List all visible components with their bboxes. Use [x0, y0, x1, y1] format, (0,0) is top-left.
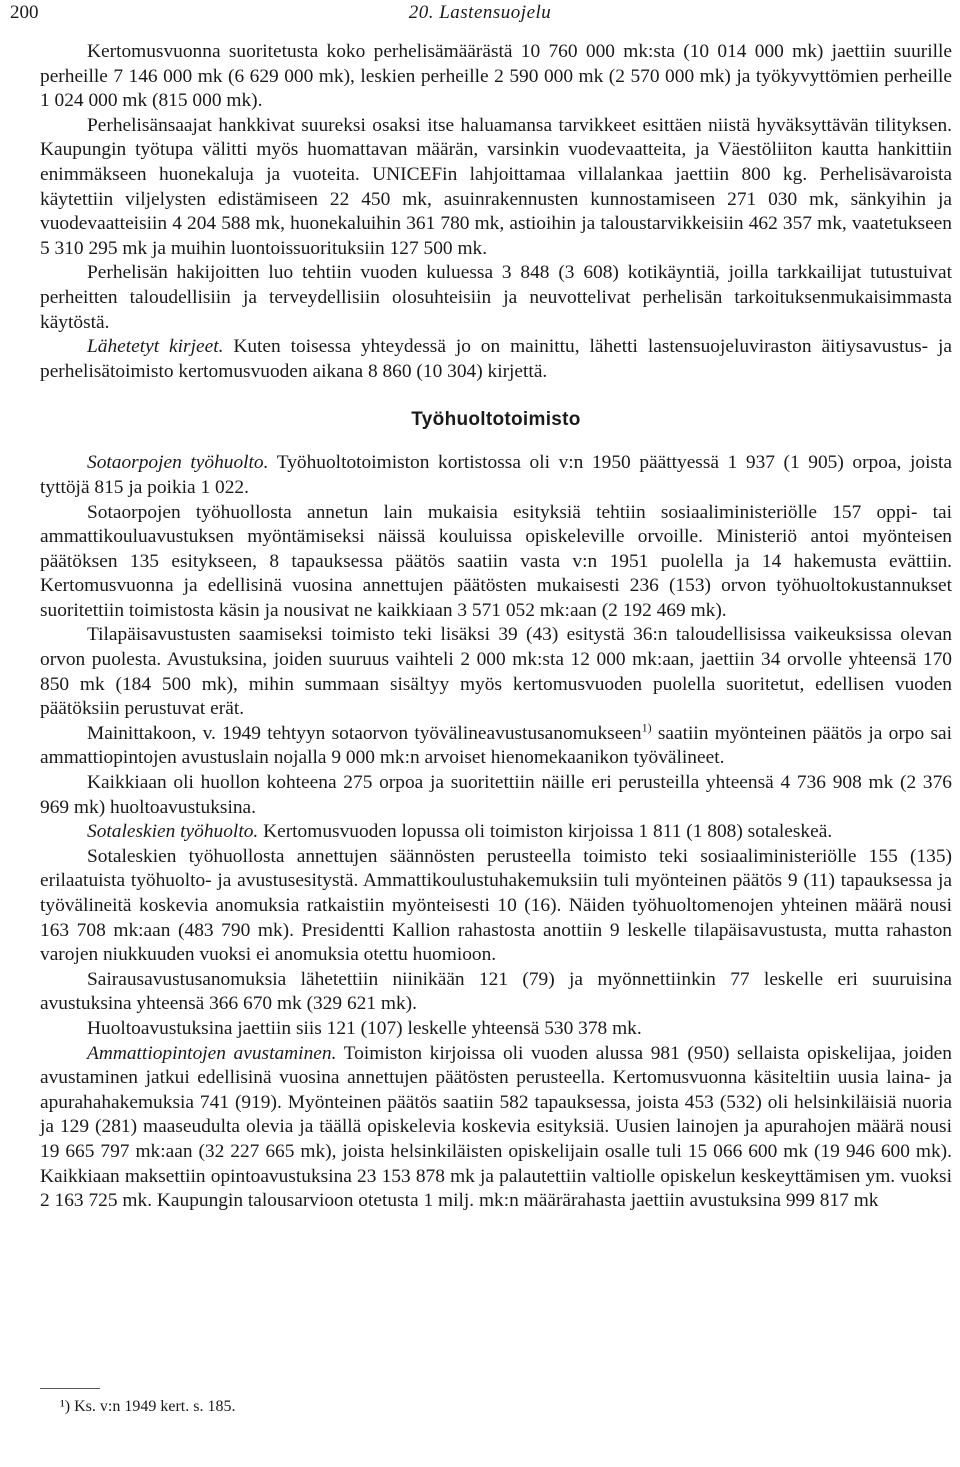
paragraph-huoltoavustukset: Huoltoavustuksina jaettiin siis 121 (107) leskelle yhteensä 530 378 mk.	[87, 1017, 642, 1039]
paragraph-text: Kertomusvuoden lopussa oli toimiston kirjoissa 1 811 (1 808) sotaleskeä.	[258, 821, 833, 843]
paragraph-mainittakoon	[40, 722, 952, 771]
paragraph-lead-italic: Sotaorpojen työhuolto.	[87, 452, 269, 474]
page-number: 200	[10, 2, 39, 23]
paragraph-kotikaynnit: Perhelisän hakijoitten luo tehtiin vuoden kuluessa 3 848 (3 608) kotikäyntiä, joilla tarkkailijat tutustuivat perheitten taloudellisiin ja terveydellisiin olosuhteisiin ja neuvottelivat perhelisän tarkoituksenmukaisimmasta käytöstä.	[40, 262, 952, 333]
paragraph-lead-italic: Ammattiopintojen avustaminen.	[87, 1042, 337, 1064]
footnote-text: Ks. v:n 1949 kert. s. 185.	[70, 1398, 236, 1415]
footnote-reference: 1)	[641, 720, 652, 735]
paragraph-sotaleskien-tyohuolto	[40, 820, 952, 845]
paragraph-sosiaaliministerio-esitykset: Sotaorpojen työhuollosta annetun lain mukaisia esityksiä tehtiin sosiaaliministeriölle 157 oppi- tai ammattikouluavustuksen myöntämiseksi näissä kouluissa opiskeleville orvoille. Ministeriö antoi myönteisen päätöksen 135 esitykseen, 8 tapauksessa päätös saatiin vasta v:n 1951 puolella ja 14 hakemusta evättiin. Kertomusvuonna ja edellisinä vuosina annettujen päätösten mukaisesti 236 (153) orvon työhuoltokustannukset suoritettiin toimistosta käsin ja nousivat ne kaikkiaan 3 571 052 mk:aan (2 192 469 mk).	[40, 501, 952, 621]
paragraph-ammattiopintojen-avustaminen	[40, 1042, 952, 1214]
paragraph-sotaorpojen-tyohuolto	[40, 451, 952, 500]
footnote-marker: ¹)	[60, 1398, 71, 1415]
page-header	[0, 2, 960, 32]
paragraph-lead-italic: Sotaleskien työhuolto.	[87, 821, 259, 843]
paragraph-text: Kuten toisessa yhteydessä jo on mainittu, lähetti lastensuojeluviraston äitiysavustus- ja perhelisätoimisto kertomusvuoden aikana 8 860 (10 304) kirjettä.	[40, 336, 952, 382]
paragraph-perhelisa-jako: Kertomusvuonna suoritetusta koko perhelisämäärästä 10 760 000 mk:sta (10 014 000 mk) jaettiin suurille perheille 7 146 000 mk (6 629 000 mk), leskien perheille 2 590 000 mk (2 570 000 mk) ja työkyvyttömien perheille 1 024 000 mk (815 000 mk).	[40, 41, 952, 112]
paragraph-text: Mainittakoon, v. 1949 tehtyyn sotaorvon työvälineavustusanomukseen	[87, 722, 642, 744]
paragraph-text: Toimiston kirjoissa oli vuoden alussa 981 (950) sellaista opiskelijaa, joiden avustaminen jatkui edellisinä vuosina annettujen päätösten perusteella. Kertomusvuonna käsiteltiin uusia laina- ja apurahahakemuksia 741 (919). Myönteinen päätös saatiin 582 tapauksessa, joista 453 (532) oli helsinkiläisiä nuoria ja 129 (281) maaseudulta olevia ja täällä opiskelevia koskevia esityksiä. Uusien lainojen ja apurahojen määrä nousi 19 665 797 mk:aan (32 227 665 mk), joista helsinkiläisten opiskelijain osalle tuli 15 066 600 mk (19 946 600 mk). Kaikkiaan maksettiin opintoavustuksina 23 153 878 mk ja palautettiin valtiolle opiskelun keskeyttämisen ym. vuoksi 2 163 725 mk. Kaupungin talousarvioon otetusta 1 milj. mk:n määrärahasta jaettiin avustuksina 999 817 mk	[40, 1042, 952, 1212]
paragraph-tilapaisavustukset: Tilapäisavustusten saamiseksi toimisto teki lisäksi 39 (43) esitystä 36:n taloudellisissa vaikeuksissa olevan orvon puolesta. Avustuksina, joiden suuruus vaihteli 2 000 mk:sta 12 000 mk:aan, jaettiin 34 orvolle yhteensä 170 850 mk (184 500 mk), mihin summaan sisältyy myös kertomusvuoden puolella suoritetut, edellisen vuoden päätöksiin perustuvat erät.	[40, 624, 952, 720]
paragraph-text: Työhuoltotoimiston kortistossa oli v:n 1950 päättyessä 1 937 (1 905) orpoa, joista tyttöjä 815 ja poikia 1 022.	[40, 452, 952, 498]
paragraph-sairausavustukset: Sairausavustusanomuksia lähetettiin niinikään 121 (79) ja myönnettiinkin 77 leskelle eri suuruisina avustuksina yhteensä 366 670 mk (329 621 mk).	[40, 968, 952, 1015]
paragraph-kaikkiaan: Kaikkiaan oli huollon kohteena 275 orpoa ja suoritettiin näille eri perusteilla yhteensä 4 736 908 mk (2 376 969 mk) huoltoavustuksina.	[40, 772, 952, 818]
paragraph-perhelisansaajat: Perhelisänsaajat hankkivat suureksi osaksi itse haluamansa tarvikkeet esittäen niistä hyväksyttävän tilityksen. Kaupungin työtupa välitti myös huomattavan määrän, varsinkin vuodevaatteita, ja Väestöliiton kautta hankittiin enimmäkseen huonekaluja ja vuoteita. UNICEFin lahjoittamaa villalankaa jaettiin 800 kg. Perhelisävaroista käytettiin viljelysten edistämiseen 22 450 mk, asuinrakennusten kunnostamiseen 271 030 mk, sänkyihin ja vuodevaatteisiin 4 204 588 mk, huonekaluihin 361 780 mk, astioihin ja taloustarvikkeisiin 462 357 mk, vaatetukseen 5 310 295 mk ja muihin luontoissuorituksiin 127 500 mk.	[40, 114, 952, 259]
footnote	[40, 1396, 960, 1418]
section-heading: Työhuoltotoimisto	[411, 409, 581, 431]
paragraph-text: saatiin myönteinen päätös ja orpo sai ammattiopintojen avustuslain nojalla 9 000 mk:n arvoiset hienomekaanikon työvälineet.	[40, 722, 952, 769]
paragraph-lahetetyt-kirjeet	[40, 335, 952, 384]
footnote-divider	[40, 1388, 100, 1389]
body-text	[40, 40, 952, 1214]
paragraph-sotaleskien-esitykset: Sotaleskien työhuollosta annettujen säännösten perusteella toimisto teki sosiaaliministeriölle 155 (135) erilaatuista työhuolto- ja avustusesitystä. Ammattikoulustuhakemuksiin tuli myönteinen päätös 9 (11) tapauksessa ja työvälineitä koskevia anomuksia ratkaistiin myönteisesti 10 (16). Näiden työhuoltomenojen yhteinen määrä nousi 163 708 mk:aan (483 790 mk). Presidentti Kallion rahastosta anottiin 9 leskelle tilapäisavustusta, mutta rahaston varojen niukkuuden vuoksi ei anomuksia otettu huomioon.	[40, 845, 952, 966]
paragraph-lead-italic: Lähetetyt kirjeet.	[87, 336, 224, 358]
running-title: 20. Lastensuojelu	[408, 2, 552, 23]
